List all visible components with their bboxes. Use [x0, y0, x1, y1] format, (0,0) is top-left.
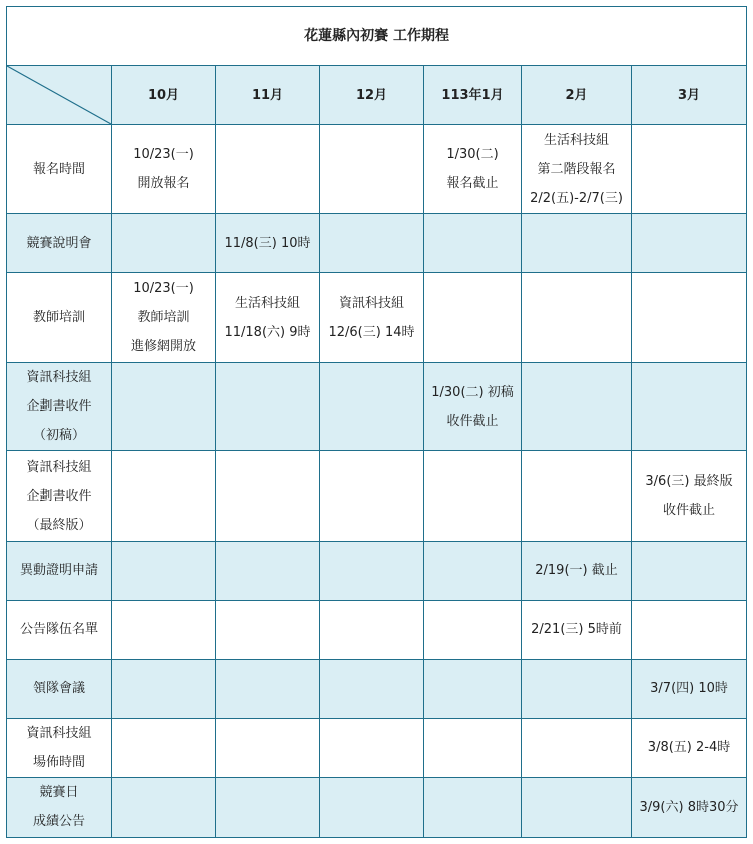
table-row [7, 541, 747, 600]
schedule-cell [632, 363, 747, 451]
schedule-cell [424, 659, 522, 718]
cell-line: 收件截止 [663, 503, 716, 518]
schedule-cell [216, 273, 320, 363]
table-row [7, 363, 747, 451]
schedule-cell [522, 363, 632, 451]
table-row [7, 659, 747, 718]
row-label [7, 600, 112, 659]
schedule-cell [216, 451, 320, 541]
schedule-cell [424, 273, 522, 363]
row-label-line: 企劃書收件 [26, 488, 92, 504]
corner-cell [7, 66, 112, 125]
row-label-line: 競賽日 [39, 785, 79, 801]
schedule-cell [424, 125, 522, 214]
schedule-cell [320, 273, 424, 363]
schedule-cell [522, 541, 632, 600]
schedule-cell [112, 363, 216, 451]
table-row [7, 273, 747, 363]
row-label [7, 777, 112, 837]
table-row [7, 451, 747, 541]
row-label-line: 公告隊伍名單 [19, 622, 98, 638]
cell-line: 第二階段報名 [537, 161, 616, 177]
row-label-line: 異動證明申請 [19, 563, 98, 579]
cell-line: 2/21(三) 5時前 [531, 622, 622, 638]
schedule-cell [320, 659, 424, 718]
row-label-line: 領隊會議 [32, 681, 85, 697]
schedule-cell [632, 125, 747, 214]
cell-line: 3/8(五) 2-4時 [647, 740, 731, 756]
schedule-cell [522, 659, 632, 718]
schedule-cell [320, 718, 424, 777]
schedule-cell [320, 600, 424, 659]
month-header: 10月 [112, 66, 216, 125]
row-label [7, 541, 112, 600]
schedule-cell [522, 600, 632, 659]
schedule-cell [632, 541, 747, 600]
diagonal-line [7, 66, 111, 124]
row-label [7, 214, 112, 273]
row-label-line: 資訊科技組 [26, 370, 92, 386]
table-title: 花蓮縣內初賽 工作期程 [7, 7, 747, 66]
month-header: 12月 [320, 66, 424, 125]
cell-line: 2/19(一) 截止 [535, 563, 618, 579]
schedule-cell [216, 214, 320, 273]
schedule-cell [632, 718, 747, 777]
cell-line: 10/23(一) [133, 281, 194, 297]
cell-line: 10/23(一) [133, 147, 194, 163]
cell-line: 3/9(六) 8時30分 [639, 799, 739, 815]
schedule-cell [424, 600, 522, 659]
schedule-cell [424, 451, 522, 541]
schedule-cell [112, 718, 216, 777]
table-row [7, 777, 747, 837]
schedule-cell [632, 659, 747, 718]
month-header: 2月 [522, 66, 632, 125]
schedule-cell [320, 214, 424, 273]
schedule-cell [522, 214, 632, 273]
row-label-line: 資訊科技組 [26, 725, 92, 741]
cell-line: 資訊科技組 [338, 295, 404, 311]
schedule-cell [216, 659, 320, 718]
schedule-cell [424, 777, 522, 837]
cell-line: 11/8(三) 10時 [224, 235, 311, 251]
row-label-line: 競賽說明會 [26, 235, 92, 251]
schedule-cell [216, 600, 320, 659]
schedule-cell [216, 363, 320, 451]
schedule-cell [522, 718, 632, 777]
cell-line: 教師培訓 [137, 310, 190, 326]
schedule-cell [216, 541, 320, 600]
row-label [7, 718, 112, 777]
schedule-body [7, 125, 747, 838]
schedule-cell [632, 600, 747, 659]
row-label-line: 成績公告 [32, 814, 85, 830]
month-header: 3月 [632, 66, 747, 125]
schedule-cell [320, 451, 424, 541]
schedule-cell [424, 363, 522, 451]
schedule-cell [424, 214, 522, 273]
month-header: 113年1月 [424, 66, 522, 125]
schedule-cell [424, 718, 522, 777]
schedule-cell [112, 777, 216, 837]
row-label [7, 451, 112, 541]
schedule-cell [632, 273, 747, 363]
cell-line: 開放報名 [137, 176, 190, 192]
table-row [7, 125, 747, 214]
row-label [7, 363, 112, 451]
row-label-line: 資訊科技組 [26, 459, 92, 475]
schedule-cell [112, 451, 216, 541]
schedule-cell [112, 541, 216, 600]
month-header-row [7, 66, 747, 125]
schedule-cell [632, 451, 747, 541]
table-row [7, 214, 747, 273]
cell-line: 12/6(三) 14時 [328, 324, 415, 340]
row-label [7, 125, 112, 214]
title-row [7, 7, 747, 66]
cell-line: 11/18(六) 9時 [224, 324, 311, 340]
month-header: 11月 [216, 66, 320, 125]
schedule-cell [320, 777, 424, 837]
cell-line: 1/30(二) [446, 147, 499, 163]
row-label-line: 報名時間 [32, 161, 85, 177]
schedule-cell [522, 125, 632, 214]
schedule-cell [320, 541, 424, 600]
table-row [7, 718, 747, 777]
schedule-cell [632, 777, 747, 837]
cell-line: 報名截止 [446, 176, 499, 192]
cell-line: 3/7(四) 10時 [650, 681, 728, 697]
schedule-cell [522, 273, 632, 363]
cell-line: 進修網開放 [130, 339, 196, 355]
table-row [7, 600, 747, 659]
schedule-cell [112, 273, 216, 363]
row-label-line: （初稿） [32, 428, 85, 444]
schedule-cell [522, 777, 632, 837]
schedule-cell [112, 600, 216, 659]
cell-line: 2/2(五)-2/7(三) [530, 190, 623, 206]
cell-line: 生活科技組 [543, 132, 609, 148]
row-label [7, 659, 112, 718]
row-label-line: 企劃書收件 [26, 399, 92, 415]
cell-line: 3/6(三) 最終版 [645, 474, 733, 489]
schedule-table [6, 6, 747, 838]
cell-line: 1/30(二) 初稿 [431, 384, 514, 400]
schedule-cell [216, 718, 320, 777]
schedule-cell [112, 125, 216, 214]
schedule-cell [112, 214, 216, 273]
schedule-cell [112, 659, 216, 718]
schedule-cell [320, 363, 424, 451]
schedule-cell [522, 451, 632, 541]
row-label-line: 場佈時間 [32, 754, 85, 770]
schedule-cell [632, 214, 747, 273]
schedule-cell [216, 777, 320, 837]
schedule-cell [424, 541, 522, 600]
row-label-line: 教師培訓 [32, 310, 85, 326]
row-label-line: （最終版） [26, 517, 92, 533]
schedule-cell [320, 125, 424, 214]
cell-line: 收件截止 [446, 413, 499, 429]
schedule-cell [216, 125, 320, 214]
cell-line: 生活科技組 [234, 295, 300, 311]
row-label [7, 273, 112, 363]
